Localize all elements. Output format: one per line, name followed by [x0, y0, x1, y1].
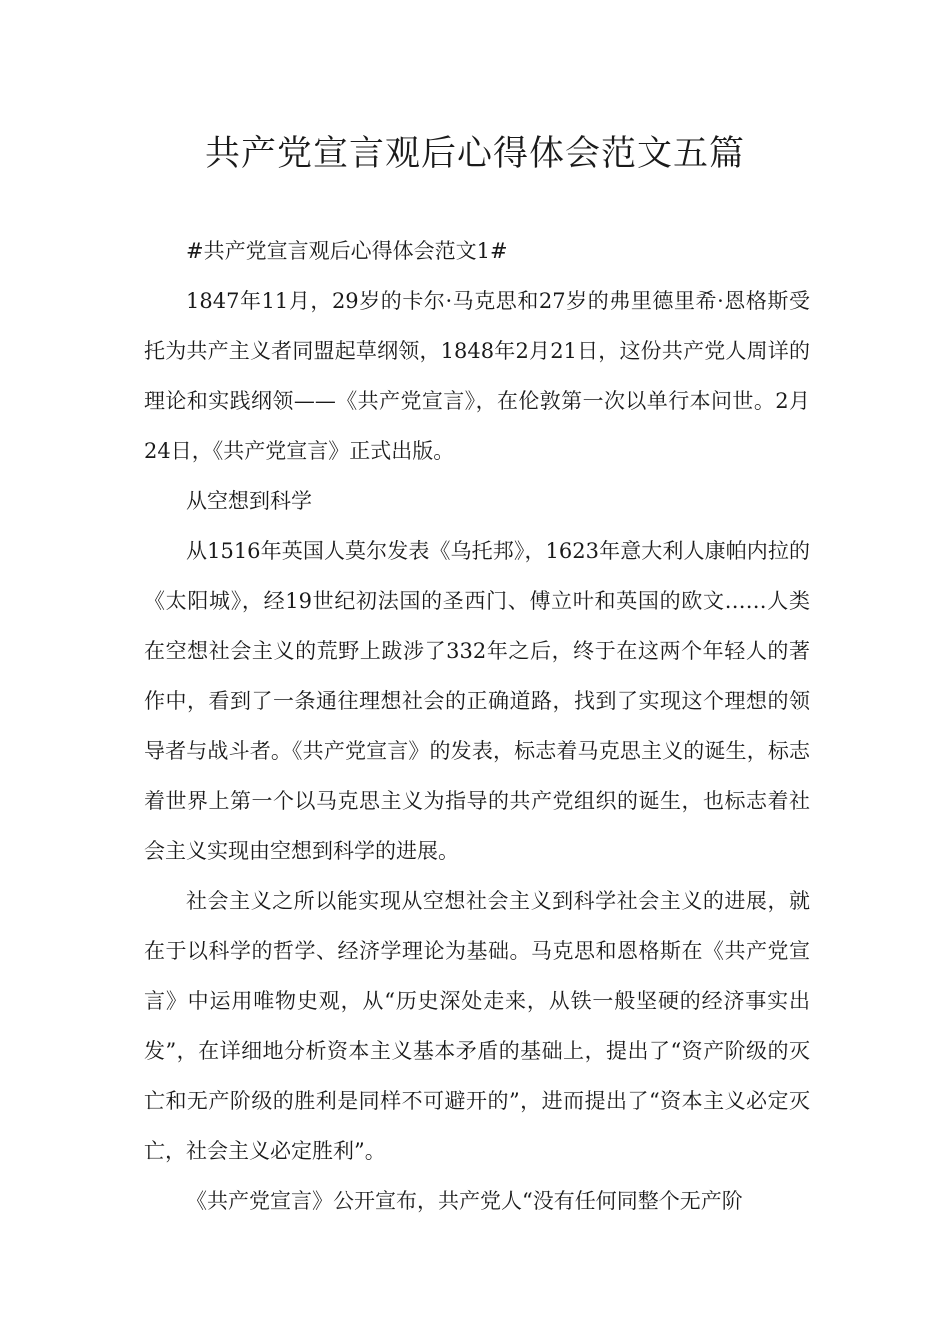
section-heading: #共产党宣言观后心得体会范文1#: [186, 239, 508, 263]
paragraph: 从1516年英国人莫尔发表《乌托邦》，1623年意大利人康帕内拉的《太阳城》，经19世纪初法国的圣西门、傅立叶和英国的欧文……人类在空想社会主义的荒野上跋涉了332年之后，终于在这两个年轻人的著作中，看到了一条通往理想社会的正确道路，找到了实现这个理想的领导者与战斗者。《共产党宣言》的发表，标志着马克思主义的诞生，标志着世界上第一个以马克思主义为指导的共产党组织的诞生，也标志着社会主义实现由空想到科学的进展。: [144, 539, 810, 863]
subheading: 从空想到科学: [186, 489, 312, 513]
paragraph: 1847年11月，29岁的卡尔·马克思和27岁的弗里德里希·恩格斯受托为共产主义者同盟起草纲领，1848年2月21日，这份共产党人周详的理论和实践纲领——《共产党宣言》，在伦敦第一次以单行本问世。2月24日，《共产党宣言》正式出版。: [144, 289, 810, 463]
paragraph: 社会主义之所以能实现从空想社会主义到科学社会主义的进展，就在于以科学的哲学、经济学理论为基础。马克思和恩格斯在《共产党宣言》中运用唯物史观，从“历史深处走来，从铁一般坚硬的经济事实出发”，在详细地分析资本主义基本矛盾的基础上，提出了“资产阶级的灭亡和无产阶级的胜利是同样不可避开的”，进而提出了“资本主义必定灭亡，社会主义必定胜利”。: [144, 889, 810, 1163]
document-body: [144, 226, 810, 1226]
document-title: 共产党宣言观后心得体会范文五篇: [204, 134, 745, 174]
paragraph: 《共产党宣言》公开宣布，共产党人“没有任何同整个无产阶: [186, 1189, 743, 1213]
